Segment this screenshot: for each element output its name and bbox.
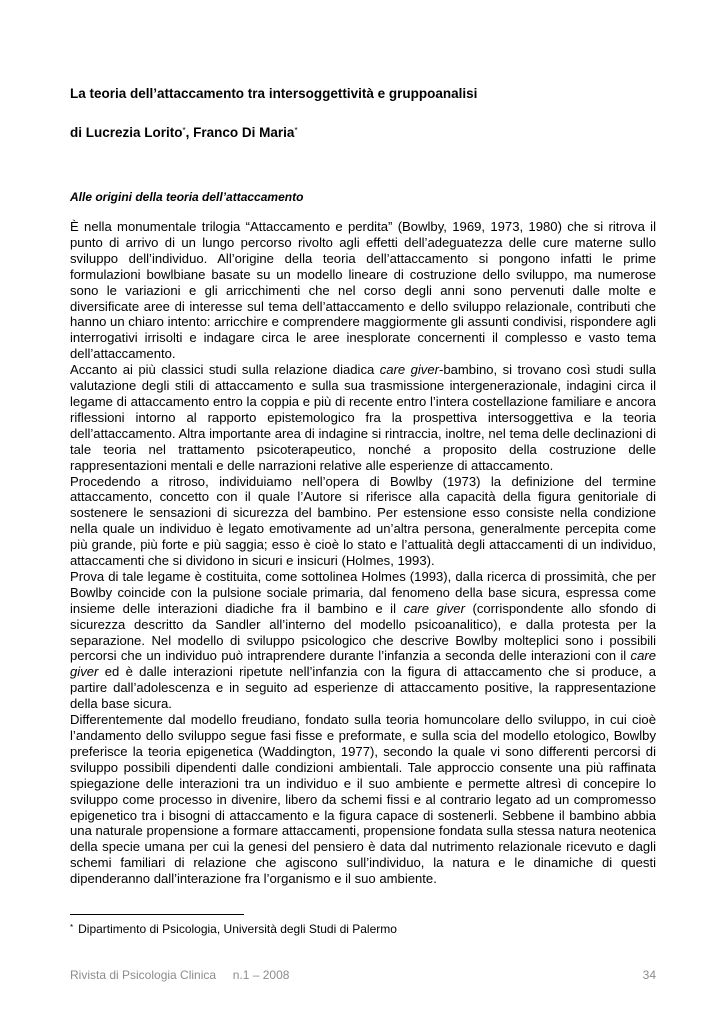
article-title: La teoria dell’attaccamento tra intersoggettività e gruppoanalisi xyxy=(70,86,478,101)
paragraph xyxy=(70,569,656,712)
paragraph xyxy=(70,219,656,362)
paragraph-text: (corrispondente allo sfondo di sicurezza descritto da Sandler all’interno del modello psicoanalitico), e dalla protesta per la separazione. Nel modello di sviluppo psicologico che descrive Bowlby molteplici sono i possibili percorsi che un individuo può intraprendere durante l’infanzia a seconda delle interazioni con il xyxy=(70,600,656,664)
paragraph xyxy=(70,474,656,569)
footer-journal: Rivista di Psicologia Clinica n.1 – 2008 xyxy=(70,968,290,982)
authors-prefix: di xyxy=(70,125,86,140)
paragraph xyxy=(70,362,656,473)
footnote-mark: * xyxy=(70,923,74,932)
article-body xyxy=(70,219,656,887)
author-footnote-mark: * xyxy=(294,126,298,135)
author-name: Franco Di Maria xyxy=(193,125,295,140)
paragraph-text: Accanto ai più classici studi sulla relazione diadica xyxy=(70,362,380,378)
author-footnote-mark: * xyxy=(182,126,186,135)
paragraph xyxy=(70,712,656,887)
article-authors xyxy=(70,125,670,141)
paragraph-text: È nella monumentale trilogia “Attaccamento e perdita” (Bowlby, 1969, 1973, 1980) che si ritrova il punto di arrivo di un lungo percorso rivolto agli effetti dell’adeguatezza delle cure materne sullo sviluppo dell’individuo. All’origine della teoria dell’attaccamento si pongono infatti le prime formulazioni bowlbiane basate su un modello lineare di costruzione dello sviluppo, ma numerose sono le variazioni e gli arricchimenti che nel corso degli anni sono pervenuti dalle molte e diversificate aree di interesse sul tema dell’attaccamento e dello sviluppo relazionale, contributi che hanno un chiaro intento: arricchire e comprendere maggiormente gli assunti condivisi, rispondere agli interrogativi irrisolti e indagare circa le aree inesplorate concernenti il complesso e vasto tema dell’attaccamento. xyxy=(70,219,656,362)
authors-separator: , xyxy=(185,125,194,140)
footnote xyxy=(70,922,656,937)
footnote-text: Dipartimento di Psicologia, Università degli Studi di Palermo xyxy=(78,922,397,936)
author-name: Lucrezia Lorito xyxy=(85,125,183,140)
footnote-divider xyxy=(70,914,244,915)
emphasis-term: care giver xyxy=(70,648,656,680)
paragraph-text: Procedendo a ritroso, individuiamo nell’opera di Bowlby (1973) la definizione del termine attaccamento, concetto con il quale l’Autore si riferisce alla capacità della figura genitoriale di sostenere le sensazioni di sicurezza del bambino. Per estensione esso consiste nella condizione nella quale un individuo è legato emotivamente ad un’altra persona, generalmente percepita come più grande, più forte e più saggia; esso è cioè lo stato e l’attualità degli attaccamenti di un individuo, attaccamenti che si dividono in sicuri e insicuri (Holmes, 1993). xyxy=(70,473,656,569)
emphasis-term: care giver xyxy=(403,600,465,616)
section-heading: Alle origini della teoria dell’attaccamento xyxy=(70,190,304,204)
emphasis-term: care giver xyxy=(379,362,439,378)
paragraph-text: -bambino, si trovano così studi sulla valutazione degli stili di attaccamento e sulla sua trasmissione intergenerazionale, indagini circa il legame di attaccamento entro la coppia e più di recente entro l’intera costellazione familiare e ancora riflessioni intorno al rapporto epistemologico fra la prospettiva intersoggettiva e la teoria dell’attaccamento. Altra importante area di indagine si rintraccia, inoltre, nel tema delle declinazioni di tale teoria nel trattamento psicoterapeutico, nonché a proposito della costruzione delle rappresentazioni mentali e delle narrazioni relative alle esperienze di attaccamento. xyxy=(70,362,656,473)
paragraph-text: Differentemente dal modello freudiano, fondato sulla teoria homuncolare dello sviluppo, in cui cioè l’andamento dello sviluppo segue fasi fisse e preformate, e sulla scia del modello etologico, Bowlby preferisce la teoria epigenetica (Waddington, 1977), secondo la quale vi sono differenti percorsi di sviluppo possibili dipendenti dalle condizioni ambientali. Tale approccio consente una più raffinata spiegazione delle interazioni tra un individuo e il suo ambiente e permette altresì di concepire lo sviluppo come processo in divenire, libero da schemi fissi e al contrario legato ad un compromesso epigenetico tra i bisogni di attaccamento e la figura capace di sostenerli. Sebbene il bambino abbia una naturale propensione a formare attaccamenti, propensione fondata sulla stessa natura neotenica della specie umana per cui la genesi del pensiero è data dal nutrimento relazionale ricevuto e dagli schemi familiari di relazione che agiscono sull’individuo, la natura e le dinamiche di questi dipenderanno dall’interazione fra l’organismo e il suo ambiente. xyxy=(70,712,656,887)
paragraph-text: ed è dalle interazioni ripetute nell’infanzia con la figura di attaccamento che si produce, a partire dall’adolescenza e in seguito ad esperienze di attaccamento positive, la rappresentazione della base sicura. xyxy=(70,664,656,712)
footer-page-number: 34 xyxy=(642,968,656,982)
paragraph-text: Prova di tale legame è costituita, come sottolinea Holmes (1993), dalla ricerca di prossimità, che per Bowlby coincide con la pulsione sociale primaria, dal fenomeno della base sicura, espressa come insieme delle interazioni diadiche fra il bambino e il xyxy=(70,568,656,616)
